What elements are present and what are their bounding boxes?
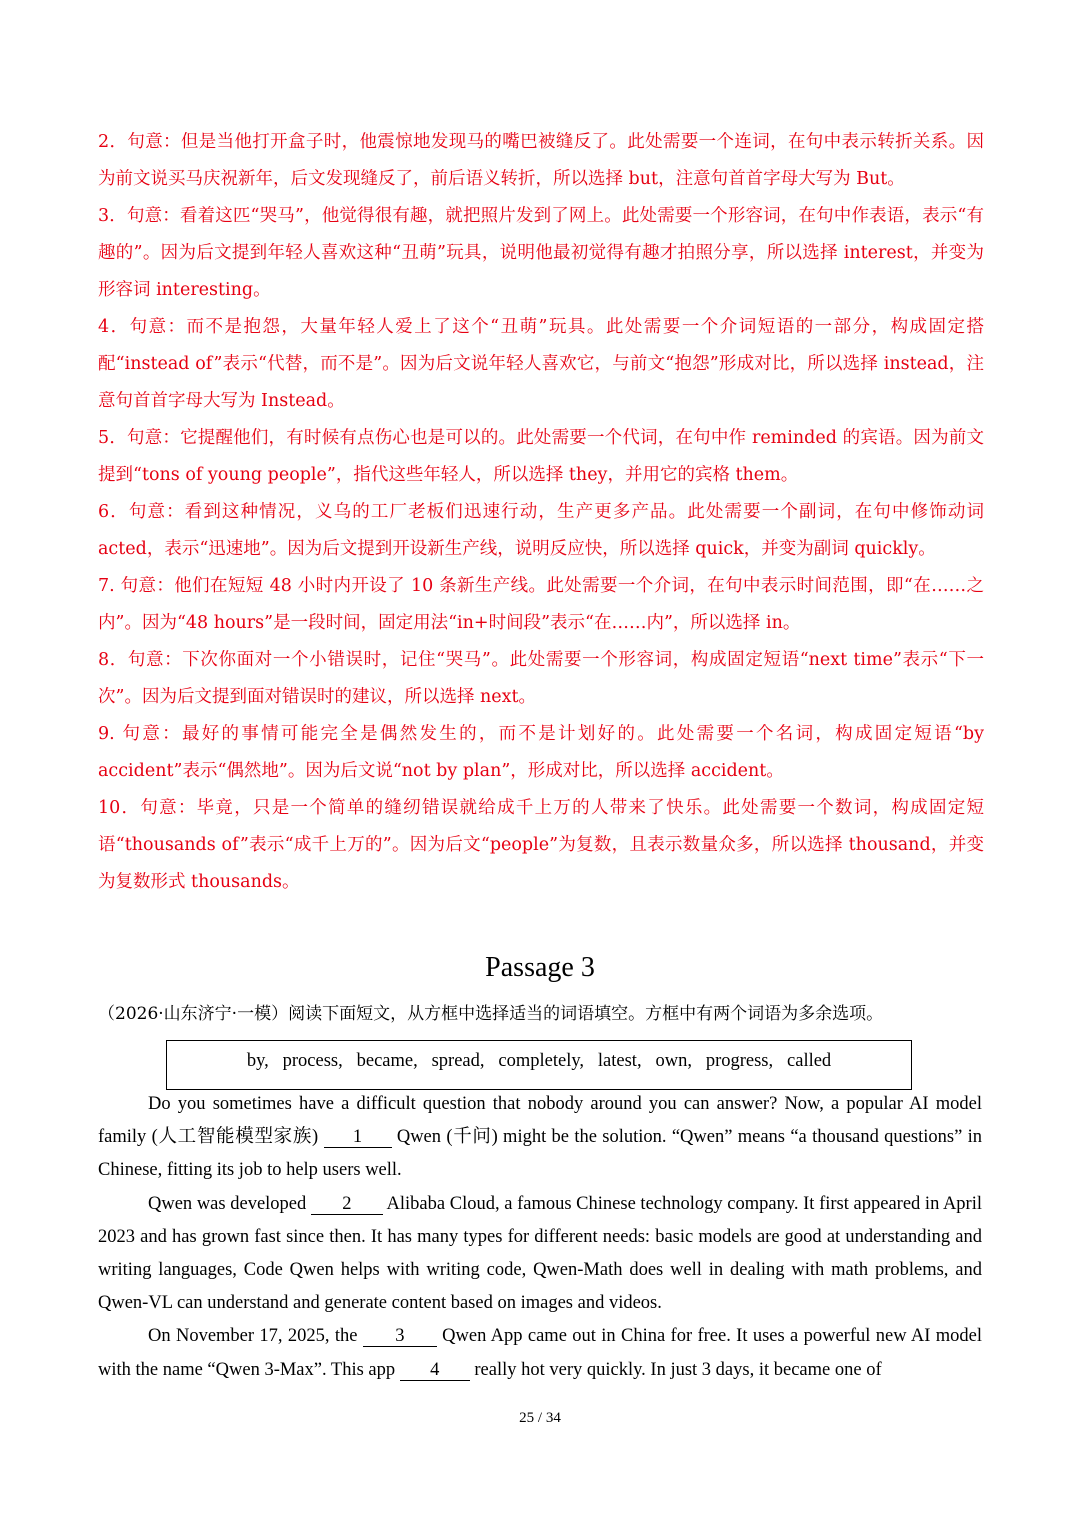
explanation-5: 5．句意：它提醒他们，有时候有点伤心也是可以的。此处需要一个代词，在句中作 reminded 的宾语。因为前文提到“tons of young people”，指代这些年轻人，所以选择 they，并用它的宾格 them。 bbox=[98, 428, 984, 485]
passage-body bbox=[98, 1088, 982, 1387]
word-bank-item: progress, bbox=[705, 1051, 774, 1071]
word-bank-item: became, bbox=[356, 1051, 418, 1071]
blank-2: 2 bbox=[311, 1194, 383, 1215]
word-bank-item: process, bbox=[282, 1051, 343, 1071]
explanation-7: 7. 句意：他们在短短 48 小时内开设了 10 条新生产线。此处需要一个介词，在句中表示时间范围，即“在……之内”。因为“48 hours”是一段时间，固定用法“in+时间段”表示“在……内”，所以选择 in。 bbox=[98, 576, 984, 633]
page-number: 25 / 34 bbox=[519, 1410, 561, 1426]
paragraph-text: On November 17, 2025, the bbox=[148, 1326, 363, 1347]
passage-title: Passage 3 bbox=[485, 952, 595, 983]
explanation-10: 10．句意：毕竟，只是一个简单的缝纫错误就给成千上万的人带来了快乐。此处需要一个数词，构成固定短语“thousands of”表示“成千上万的”。因为后文“people”为复数，且表示数量众多，所以选择 thousand，并变为复数形式 thousands。 bbox=[98, 798, 984, 892]
passage-instruction: （2026·山东济宁·一模）阅读下面短文，从方框中选择适当的词语填空。方框中有两个词语为多余选项。 bbox=[98, 1004, 884, 1024]
passage-paragraph-3 bbox=[98, 1320, 982, 1386]
word-bank-box bbox=[166, 1040, 912, 1090]
blank-4: 4 bbox=[400, 1360, 470, 1381]
paragraph-text: Qwen (千问) might be the solution. “Qwen” means “a thousand questions” in Chinese, fitting its job to help users well. bbox=[98, 1127, 982, 1181]
explanation-3: 3．句意：看着这匹“哭马”，他觉得很有趣，就把照片发到了网上。此处需要一个形容词，在句中作表语，表示“有趣的”。因为后文提到年轻人喜欢这种“丑萌”玩具，说明他最初觉得有趣才拍照分享，所以选择 interest，并变为形容词 interesting。 bbox=[98, 206, 984, 300]
paragraph-text: really hot very quickly. In just 3 days, it became one of bbox=[469, 1359, 882, 1380]
word-bank-item: called bbox=[787, 1051, 832, 1071]
blank-1: 1 bbox=[324, 1127, 392, 1148]
word-bank-item: completely, bbox=[498, 1051, 585, 1071]
paragraph-text: Alibaba Cloud, a famous Chinese technology company. It first appeared in April 2023 and has grown fast since then. It has many types for different needs: basic models are good at understanding and writing languages, Code Qwen helps with writing code, Qwen-Math does well in dealing with math problems, and Qwen-VL can understand and generate content based on images and videos. bbox=[98, 1193, 982, 1314]
explanation-6: 6．句意：看到这种情况，义乌的工厂老板们迅速行动，生产更多产品。此处需要一个副词，在句中修饰动词 acted，表示“迅速地”。因为后文提到开设新生产线，说明反应快，所以选择 quick，并变为副词 quickly。 bbox=[98, 502, 984, 559]
passage-paragraph-2 bbox=[98, 1188, 982, 1321]
word-bank-item: spread, bbox=[431, 1051, 485, 1071]
explanation-9: 9. 句意：最好的事情可能完全是偶然发生的，而不是计划好的。此处需要一个名词，构成固定短语“by accident”表示“偶然地”。因为后文说“not by plan”，形成对比，所以选择 accident。 bbox=[98, 724, 984, 781]
explanation-8: 8．句意：下次你面对一个小错误时，记住“哭马”。此处需要一个形容词，构成固定短语“next time”表示“下一次”。因为后文提到面对错误时的建议，所以选择 next。 bbox=[98, 650, 984, 707]
paragraph-text: Do you sometimes have a difficult question that nobody around you can answer? Now, a popular AI model family (人工智能模型家族) bbox=[98, 1094, 982, 1148]
answer-explanations bbox=[98, 124, 984, 901]
paragraph-text: Qwen App came out in China for free. It uses a powerful new AI model with the name “Qwen 3-Max”. This app bbox=[98, 1326, 983, 1380]
explanation-4: 4．句意：而不是抱怨，大量年轻人爱上了这个“丑萌”玩具。此处需要一个介词短语的一部分，构成固定搭配“instead of”表示“代替，而不是”。因为后文说年轻人喜欢它，与前文“抱怨”形成对比，所以选择 instead，注意句首首字母大写为 Instead。 bbox=[98, 317, 984, 411]
explanation-2: 2．句意：但是当他打开盒子时，他震惊地发现马的嘴巴被缝反了。此处需要一个连词，在句中表示转折关系。因为前文说买马庆祝新年，后文发现缝反了，前后语义转折，所以选择 but，注意句首首字母大写为 But。 bbox=[98, 132, 984, 189]
paragraph-text: Qwen was developed bbox=[148, 1193, 311, 1214]
word-bank-item: own, bbox=[655, 1051, 692, 1071]
word-bank-item: latest, bbox=[597, 1051, 642, 1071]
passage-paragraph-1 bbox=[98, 1088, 982, 1188]
blank-3: 3 bbox=[363, 1326, 437, 1347]
word-bank-item: by, bbox=[246, 1051, 269, 1071]
